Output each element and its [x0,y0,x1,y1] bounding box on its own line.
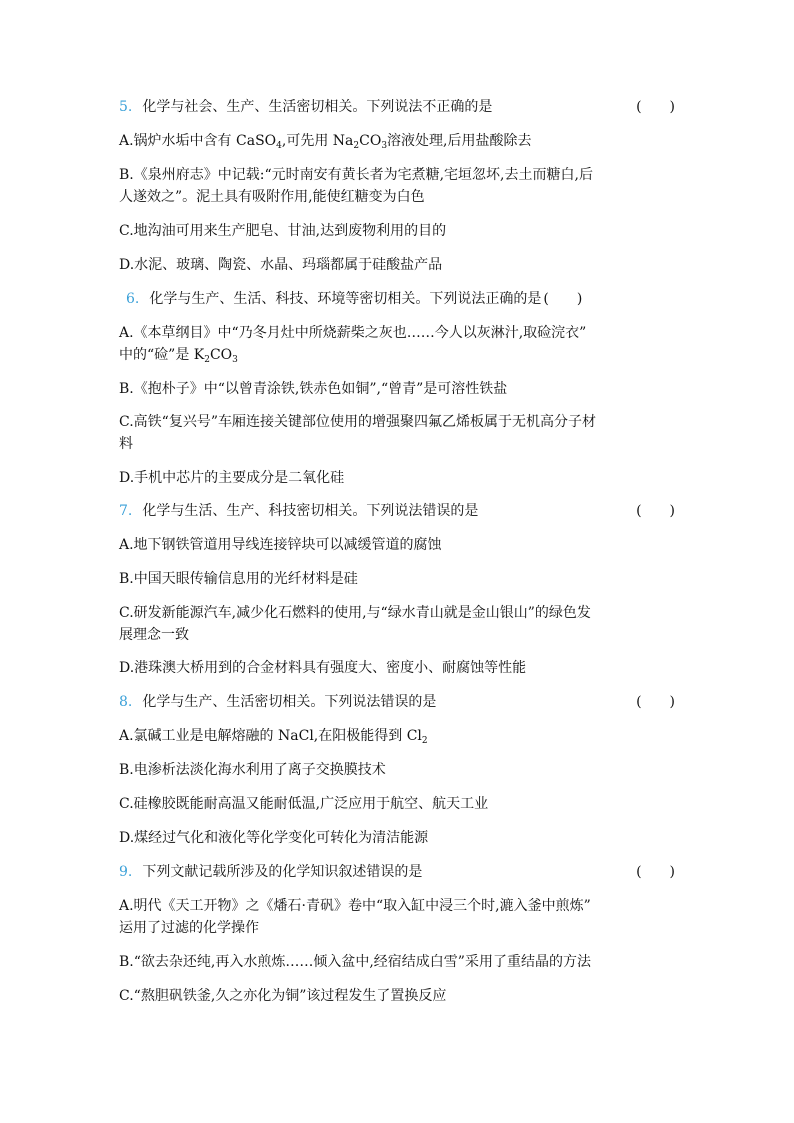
question-text: 化学与生产、生活、科技、环境等密切相关。下列说法正确的是 [149,291,542,307]
option-d: D.港珠澳大桥用到的合金材料具有强度大、密度小、耐腐蚀等性能 [119,660,527,676]
option-b: B.电渗析法淡化海水利用了离子交换膜技术 [119,762,386,778]
question-text: 化学与生产、生活密切相关。下列说法错误的是 [142,694,437,710]
option-d: D.水泥、玻璃、陶瓷、水晶、玛瑙都属于硅酸盐产品 [119,257,443,273]
option-a: A.明代《天工开物》之《燔石·青矾》卷中“取入缸中浸三个时,漉入釜中煎炼” 运用了过滤的化学操作 [119,898,591,936]
answer-blank: ( ) [543,291,583,307]
option-b: B.中国天眼传输信息用的光纤材料是硅 [119,571,358,587]
answer-blank: ( ) [636,694,675,710]
question-number: 8. [119,694,133,710]
question-stem [119,861,679,883]
question-9 [119,861,679,883]
answer-blank: ( ) [636,864,675,880]
question-number: 9. [119,864,133,880]
question-text: 化学与社会、生产、生活密切相关。下列说法不正确的是 [142,99,493,115]
question-text: 下列文献记载所涉及的化学知识叙述错误的是 [142,864,423,880]
question-number: 6. [126,291,140,307]
question-stem [126,288,686,310]
option-a: A.《本草纲目》中“乃冬月灶中所烧薪柴之灰也……今人以灰淋汁,取硷浣衣” 中的“硷”是 $K_2CO_3$ [119,325,587,365]
option-c: C.硅橡胶既能耐高温又能耐低温,广泛应用于航空、航天工业 [119,796,489,812]
question-number: 7. [119,503,133,519]
question-8 [119,691,679,713]
option-c: C.高铁“复兴号”车厢连接关键部位使用的增强聚四氟乙烯板属于无机高分子材 料 [119,414,596,452]
option-c: C.地沟油可用来生产肥皂、甘油,达到废物利用的目的 [119,223,447,239]
question-stem [119,96,679,118]
option-c: C.研发新能源汽车,减少化石燃料的使用,与“绿水青山就是金山银山”的绿色发 展理念一致 [119,605,591,643]
question-stem [119,691,679,713]
question-7 [119,500,679,522]
question-number: 5. [119,99,133,115]
option-a: A.锅炉水垢中含有 CaSO$_4$,可先用 $Na_2CO_3$溶液处理,后用盐酸除去 [119,133,532,151]
option-c: C.“熬胆矾铁釜,久之亦化为铜”该过程发生了置换反应 [119,988,447,1004]
question-text: 化学与生活、生产、科技密切相关。下列说法错误的是 [142,503,479,519]
question-5 [119,96,679,118]
option-a: A.氯碱工业是电解熔融的 NaCl,在阳极能得到 $Cl_2$ [119,728,428,746]
option-d: D.煤经过气化和液化等化学变化可转化为清洁能源 [119,830,429,846]
answer-blank: ( ) [636,99,675,115]
option-a: A.地下钢铁管道用导线连接锌块可以减缓管道的腐蚀 [119,537,442,553]
option-b: B.《抱朴子》中“以曾青涂铁,铁赤色如铜”,“曾青”是可溶性铁盐 [119,381,508,397]
option-d: D.手机中芯片的主要成分是二氧化硅 [119,470,345,486]
option-b: B.“欲去杂还纯,再入水煎炼……倾入盆中,经宿结成白雪”采用了重结晶的方法 [119,954,591,970]
option-b: B.《泉州府志》中记载:“元时南安有黄长者为宅煮糖,宅垣忽坏,去土而糖白,后 人遂效之”。泥土具有吸附作用,能使红糖变为白色 [119,167,593,205]
question-stem [119,500,679,522]
answer-blank: ( ) [636,503,675,519]
question-6 [126,288,686,310]
